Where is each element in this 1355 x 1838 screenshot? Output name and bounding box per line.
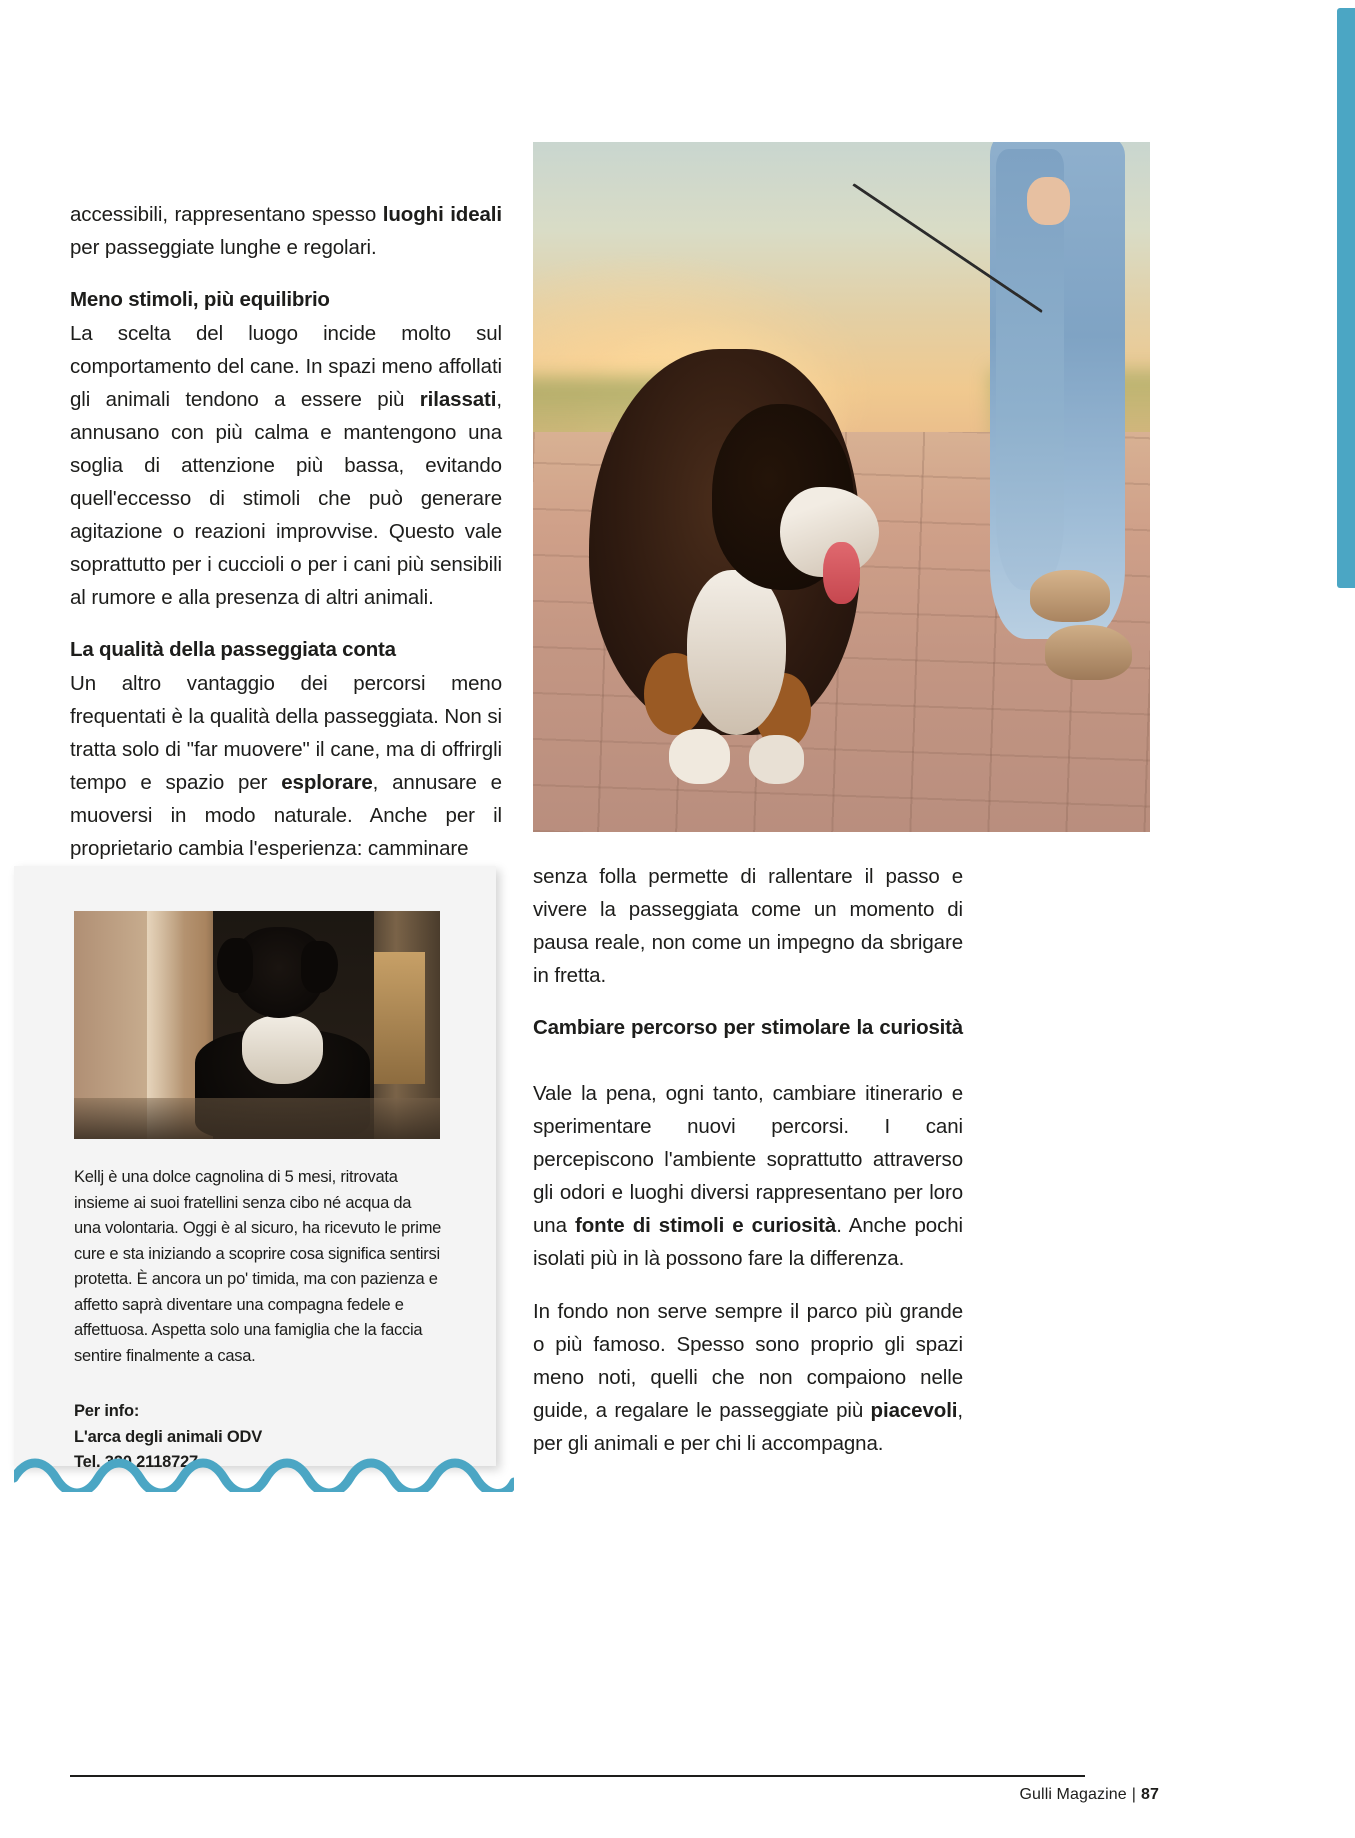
paragraph-2-part2: , annusare e muoversi in modo naturale. Anche per il proprietario cambia l'esperienza: camminare — [70, 771, 502, 860]
contact-phone[interactable]: Tel. 320 2118727 — [74, 1453, 199, 1471]
paragraph-2-emphasis: esplorare — [281, 771, 373, 794]
subheading-cambiare-percorso: Cambiare percorso per stimolare la curiosità — [533, 1016, 963, 1039]
contact-label: Per info: — [74, 1402, 140, 1420]
paragraph-4-emphasis: fonte di stimoli e curiosità — [575, 1214, 837, 1237]
contact-organization: L'arca degli animali ODV — [74, 1427, 263, 1446]
footer-separator: | — [1131, 1786, 1136, 1803]
right-column-text — [533, 860, 963, 1460]
intro-paragraph — [70, 198, 502, 264]
intro-paragraph-emphasis: luoghi ideali — [382, 203, 503, 226]
photo-shoe-left — [1030, 570, 1110, 622]
subheading-meno-stimoli: Meno stimoli, più equilibrio — [70, 288, 330, 311]
paragraph-cambiare-percorso — [533, 1077, 963, 1275]
photo-person-hand — [1027, 177, 1070, 225]
adoption-photo-kellj — [74, 911, 440, 1139]
paragraph-1-part2: , annusano con più calma e mantengono una soglia di attenzione più bassa, evitando quell'eccesso di stimoli che può generare agitazione o reazioni improvvise. Questo vale soprattutto per i cuccioli o per i cani più sensibili al rumore e alla presenza di altri animali. — [70, 388, 502, 609]
paragraph-2-part1: Un altro vantaggio dei percorsi meno frequentati è la qualità della passeggiata. Non si tratta solo di "far muovere" il cane, ma di offrirgli tempo e spazio per — [70, 672, 502, 794]
paragraph-4-part1: Vale la pena, ogni tanto, cambiare itinerario e sperimentare nuovi percorsi. I cani percepiscono l'ambiente soprattutto attraverso gli odori e luoghi diversi rappresentano per loro una — [533, 1082, 963, 1237]
paragraph-5-emphasis: piacevoli — [870, 1399, 958, 1422]
intro-paragraph-part1: accessibili, rappresentano spesso — [70, 203, 383, 226]
card-photo-dog-chest — [242, 1016, 323, 1084]
decorative-wave — [14, 1452, 514, 1492]
adoption-card-content — [74, 911, 442, 1476]
paragraph-qualita-passeggiata — [70, 667, 502, 865]
footer-divider — [70, 1775, 1085, 1777]
paragraph-1-part1: La scelta del luogo incide molto sul comportamento del cane. In spazi meno affollati gli animali tendono a essere più — [70, 322, 502, 411]
page-number: 87 — [1141, 1786, 1159, 1803]
paragraph-1-emphasis: rilassati — [419, 388, 497, 411]
footer-magazine-name: Gulli Magazine — [1019, 1786, 1127, 1803]
section-color-tab — [1337, 8, 1355, 588]
paragraph-5-part1: In fondo non serve sempre il parco più grande o più famoso. Spesso sono proprio gli spazi meno noti, quelli che non compaiono nelle guide, a regalare le passeggiate più — [533, 1300, 963, 1422]
adoption-caption: Kellj è una dolce cagnolina di 5 mesi, ritrovata insieme ai suoi fratellini senza cibo né acqua da una volontaria. Oggi è al sicuro, ha ricevuto le prime cure e sta iniziando a scoprire cosa significa sentirsi protetta. È ancora un po' timida, ma con pazienza e affetto saprà diventare una compagna fedele e affettuosa. Aspetta solo una famiglia che la faccia sentire finalmente a casa. — [74, 1168, 442, 1365]
paragraph-conclusione — [533, 1295, 963, 1460]
paragraph-meno-stimoli — [70, 317, 502, 614]
paragraph-4-part2: . Anche pochi isolati più in là possono fare la differenza. — [533, 1214, 963, 1270]
paragraph-senza-folla: senza folla permette di rallentare il passo e vivere la passeggiata come un momento di pausa reale, non come un impegno da sbrigare in fretta. — [533, 865, 963, 987]
hero-photo-dog-walking — [533, 142, 1150, 832]
adoption-info-card — [14, 866, 496, 1471]
photo-shoe-right — [1045, 625, 1131, 680]
left-column-text — [70, 198, 502, 865]
photo-dog-tongue — [823, 542, 860, 604]
paragraph-5-part2: , per gli animali e per chi li accompagna. — [533, 1399, 963, 1455]
photo-dog-chest — [687, 570, 786, 736]
photo-dog-paw-left — [669, 729, 731, 784]
card-photo-floor — [74, 1098, 440, 1139]
photo-dog-paw-right — [749, 735, 805, 783]
subheading-qualita-passeggiata: La qualità della passeggiata conta — [70, 638, 396, 661]
card-photo-panel — [374, 952, 425, 1084]
footer — [1020, 1786, 1160, 1804]
intro-paragraph-part2: per passeggiate lunghe e regolari. — [70, 236, 377, 259]
